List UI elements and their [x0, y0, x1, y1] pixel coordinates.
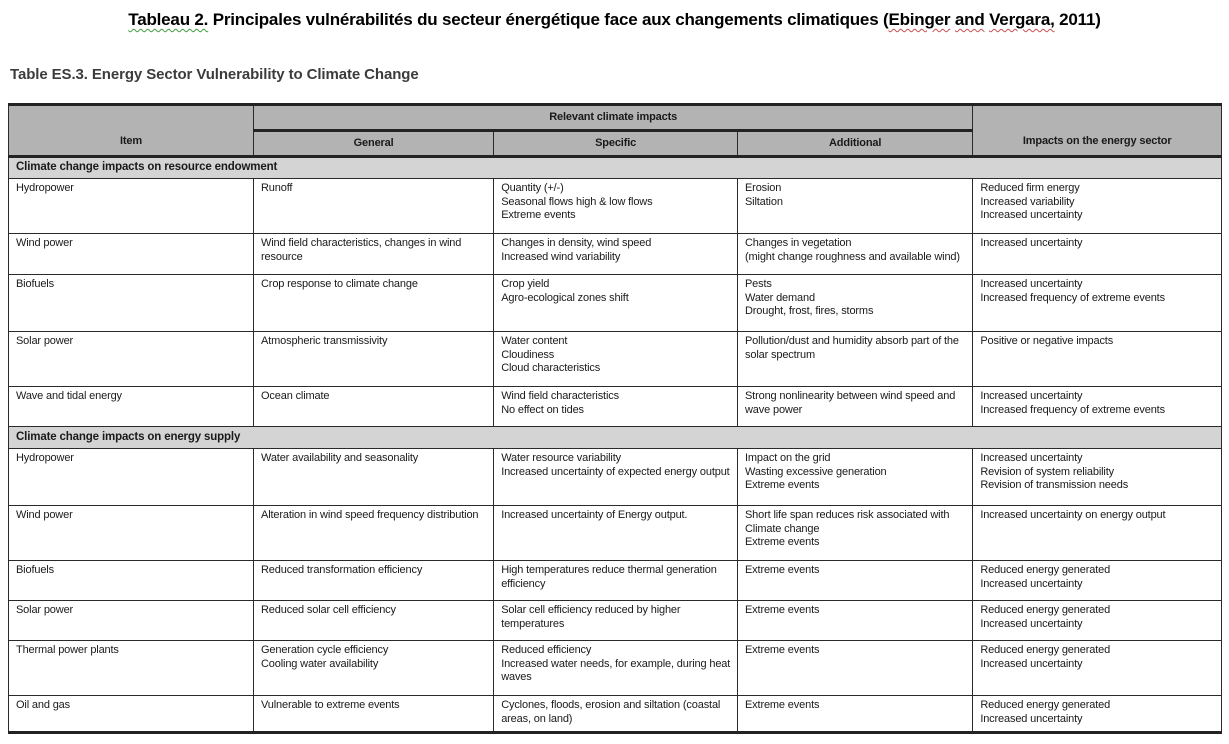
cell-specific: Changes in density, wind speed Increased wind variability — [494, 234, 738, 275]
cell-general: Wind field characteristics, changes in wind resource — [254, 234, 494, 275]
header-row-group — [9, 105, 1222, 131]
cell-item: Biofuels — [9, 275, 254, 332]
table-row — [9, 696, 1222, 733]
cell-general: Water availability and seasonality — [254, 449, 494, 506]
section-row-energy-supply — [9, 427, 1222, 449]
cell-impacts: Reduced firm energy Increased variability Increased uncertainty — [973, 179, 1222, 234]
table-row — [9, 641, 1222, 696]
cell-impacts: Increased uncertainty — [973, 234, 1222, 275]
table-row — [9, 179, 1222, 234]
cell-additional: Pollution/dust and humidity absorb part of the solar spectrum — [738, 332, 973, 387]
header-relevant-climate-impacts: Relevant climate impacts — [254, 105, 973, 131]
cell-additional: Erosion Siltation — [738, 179, 973, 234]
header-specific: Specific — [494, 131, 738, 157]
cell-specific: Increased uncertainty of Energy output. — [494, 506, 738, 561]
cell-specific: Wind field characteristics No effect on tides — [494, 387, 738, 427]
table-row — [9, 332, 1222, 387]
cell-item: Wave and tidal energy — [9, 387, 254, 427]
title-author-vergara: Vergara, — [989, 10, 1055, 29]
header-additional: Additional — [738, 131, 973, 157]
header-impacts-energy-sector: Impacts on the energy sector — [973, 105, 1222, 157]
cell-item: Biofuels — [9, 561, 254, 601]
table-row — [9, 234, 1222, 275]
cell-specific: Water content Cloudiness Cloud characteristics — [494, 332, 738, 387]
cell-item: Hydropower — [9, 179, 254, 234]
cell-impacts: Reduced energy generated Increased uncertainty — [973, 601, 1222, 641]
cell-impacts: Reduced energy generated Increased uncertainty — [973, 696, 1222, 733]
cell-additional: Impact on the grid Wasting excessive generation Extreme events — [738, 449, 973, 506]
cell-additional: Extreme events — [738, 696, 973, 733]
table-row — [9, 275, 1222, 332]
cell-impacts: Increased uncertainty Revision of system reliability Revision of transmission needs — [973, 449, 1222, 506]
table-row — [9, 506, 1222, 561]
header-general: General — [254, 131, 494, 157]
cell-general: Vulnerable to extreme events — [254, 696, 494, 733]
french-title — [0, 10, 1229, 30]
vulnerability-table — [8, 103, 1222, 734]
cell-specific: High temperatures reduce thermal generation efficiency — [494, 561, 738, 601]
header-item: Item — [9, 105, 254, 157]
cell-general: Generation cycle efficiency Cooling water availability — [254, 641, 494, 696]
section-title: Climate change impacts on resource endowment — [9, 157, 1222, 179]
cell-item: Wind power — [9, 234, 254, 275]
cell-item: Hydropower — [9, 449, 254, 506]
cell-general: Reduced transformation efficiency — [254, 561, 494, 601]
section-title: Climate change impacts on energy supply — [9, 427, 1222, 449]
cell-item: Oil and gas — [9, 696, 254, 733]
cell-additional: Changes in vegetation (might change roughness and available wind) — [738, 234, 973, 275]
cell-additional: Pests Water demand Drought, frost, fires, storms — [738, 275, 973, 332]
table-caption: Table ES.3. Energy Sector Vulnerability to Climate Change — [10, 66, 419, 83]
title-tableau-label: Tableau 2. — [128, 10, 209, 29]
cell-item: Wind power — [9, 506, 254, 561]
cell-item: Thermal power plants — [9, 641, 254, 696]
cell-impacts: Reduced energy generated Increased uncertainty — [973, 561, 1222, 601]
cell-specific: Cyclones, floods, erosion and siltation (coastal areas, on land) — [494, 696, 738, 733]
cell-additional: Short life span reduces risk associated with Climate change Extreme events — [738, 506, 973, 561]
title-main-text: Principales vulnérabilités du secteur énergétique face aux changements climatiques ( — [208, 10, 889, 29]
table-row — [9, 449, 1222, 506]
cell-specific: Reduced efficiency Increased water needs, for example, during heat waves — [494, 641, 738, 696]
table-row — [9, 561, 1222, 601]
cell-general: Alteration in wind speed frequency distribution — [254, 506, 494, 561]
section-row-resource-endowment — [9, 157, 1222, 179]
cell-impacts: Increased uncertainty on energy output — [973, 506, 1222, 561]
cell-additional: Strong nonlinearity between wind speed and wave power — [738, 387, 973, 427]
cell-general: Reduced solar cell efficiency — [254, 601, 494, 641]
cell-specific: Water resource variability Increased uncertainty of expected energy output — [494, 449, 738, 506]
cell-general: Runoff — [254, 179, 494, 234]
cell-general: Crop response to climate change — [254, 275, 494, 332]
cell-impacts: Reduced energy generated Increased uncertainty — [973, 641, 1222, 696]
cell-general: Atmospheric transmissivity — [254, 332, 494, 387]
title-year: 2011) — [1054, 10, 1101, 29]
cell-impacts: Increased uncertainty Increased frequency of extreme events — [973, 387, 1222, 427]
cell-specific: Quantity (+/-) Seasonal flows high & low flows Extreme events — [494, 179, 738, 234]
table-row — [9, 387, 1222, 427]
cell-specific: Solar cell efficiency reduced by higher temperatures — [494, 601, 738, 641]
cell-item: Solar power — [9, 332, 254, 387]
cell-impacts: Increased uncertainty Increased frequency of extreme events — [973, 275, 1222, 332]
cell-additional: Extreme events — [738, 601, 973, 641]
cell-additional: Extreme events — [738, 561, 973, 601]
cell-impacts: Positive or negative impacts — [973, 332, 1222, 387]
title-author-ebinger: Ebinger — [888, 10, 951, 29]
title-author-and: and — [954, 10, 985, 29]
cell-additional: Extreme events — [738, 641, 973, 696]
cell-specific: Crop yield Agro-ecological zones shift — [494, 275, 738, 332]
cell-item: Solar power — [9, 601, 254, 641]
cell-general: Ocean climate — [254, 387, 494, 427]
table-row — [9, 601, 1222, 641]
